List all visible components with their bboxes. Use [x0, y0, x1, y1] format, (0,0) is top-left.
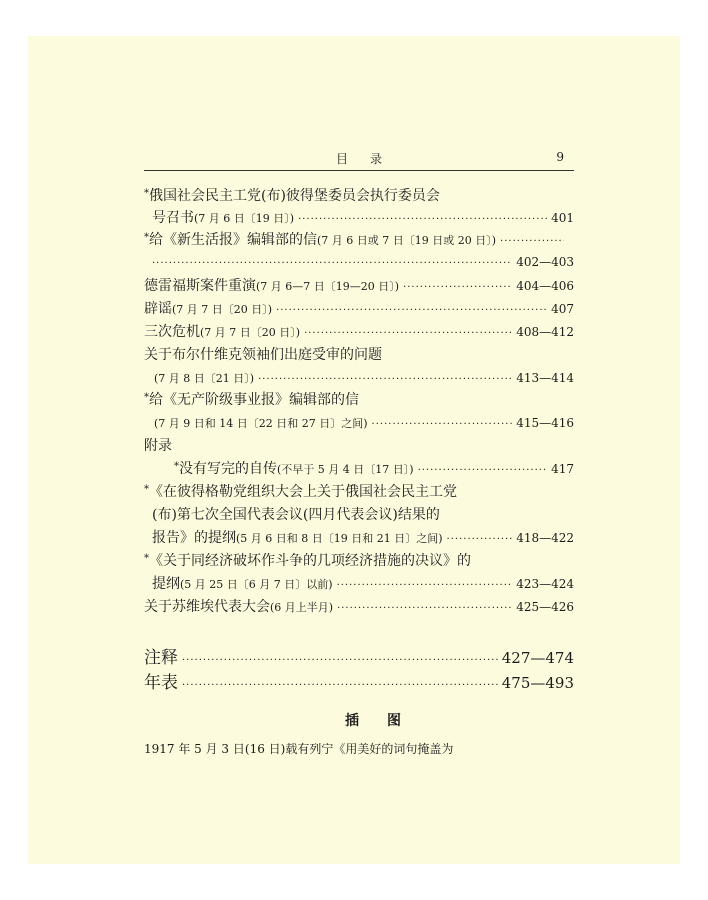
entry-title: 附录 [144, 438, 172, 454]
entry-date: (不早于 5 月 4 日〔17 日〕) [277, 463, 414, 476]
entry-date: (7 月 9 日和 14 日〔22 日和 27 日〕之间) [154, 417, 368, 430]
leader-dots [372, 415, 513, 435]
asterisk-mark: * [144, 553, 149, 564]
toc-entry [144, 459, 574, 479]
entry-title: 报告》的提纲 [152, 530, 236, 546]
toc-chronology-entry [144, 671, 574, 695]
toc-entry [144, 322, 574, 342]
toc-entry [144, 551, 574, 571]
entry-title: 辟谣 [144, 301, 172, 317]
leader-dots [304, 324, 512, 344]
entry-title: 《在彼得格勒党组织大会上关于俄国社会民主工党 [149, 484, 457, 500]
entry-title: (布)第七次全国代表会议(四月代表会议)结果的 [152, 507, 440, 523]
entry-date: (7 月 6 日或 7 日〔19 日或 20 日〕) [317, 234, 497, 247]
entry-title: 关于苏维埃代表大会 [144, 599, 270, 615]
leader-dots [500, 232, 564, 252]
illustrations-heading: 插图 [345, 713, 429, 729]
entry-date: (5 月 6 日和 8 日〔19 日和 21 日〕之间) [236, 532, 443, 545]
entry-date: (7 月 8 日〔21 日〕) [154, 372, 255, 385]
entry-page: 401 [551, 211, 574, 225]
entry-page: 418—422 [516, 531, 574, 545]
entry-date: (7 月 6 日〔19 日〕) [194, 212, 295, 225]
entry-page: 404—406 [516, 279, 574, 293]
toc-entry [144, 368, 574, 388]
entry-page: 408—412 [516, 325, 574, 339]
entry-date: (7 月 7 日〔20 日〕) [200, 326, 301, 339]
toc-entry [144, 413, 574, 433]
toc-entry [144, 252, 574, 272]
toc-entry [144, 230, 568, 250]
leader-dots [337, 599, 512, 619]
toc-entry [144, 345, 574, 365]
leader-dots [298, 210, 547, 230]
toc-entry [144, 436, 574, 456]
asterisk-mark: * [144, 188, 149, 199]
leader-dots [447, 530, 513, 550]
toc-entry [144, 574, 574, 594]
leader-dots [152, 254, 512, 274]
entry-date: (5 月 25 日〔6 月 7 日〕以前) [180, 578, 333, 591]
entry-title: 关于布尔什维克领袖们出庭受审的问题 [144, 347, 382, 363]
asterisk-mark: * [144, 232, 149, 243]
entry-title: 给《无产阶级事业报》编辑部的信 [149, 392, 359, 408]
entry-title: 号召书 [152, 210, 194, 226]
leader-dots [418, 461, 548, 481]
running-header [144, 150, 574, 171]
chronology-label: 年表 [144, 673, 178, 693]
entry-title: 俄国社会民主工党(布)彼得堡委员会执行委员会 [149, 188, 440, 204]
asterisk-mark: * [144, 392, 149, 403]
toc-entry [144, 505, 574, 525]
entry-title: 没有写完的自传 [179, 461, 277, 477]
header-page-number: 9 [556, 150, 564, 164]
asterisk-mark: * [174, 461, 179, 472]
entry-title: 三次危机 [144, 324, 200, 340]
illustration-entry: 1917 年 5 月 3 日(16 日)载有列宁《用美好的词句掩盖为 [144, 742, 454, 756]
entry-page: 402—403 [516, 255, 574, 269]
leader-dots [403, 278, 512, 298]
entry-title: 提纲 [152, 576, 180, 592]
entry-date: (6 月上半月) [270, 601, 334, 614]
toc-entry [144, 482, 574, 502]
entry-page: 417 [551, 462, 574, 476]
toc-entry [144, 597, 574, 617]
leader-dots [182, 649, 498, 673]
entry-page: 425—426 [516, 600, 574, 614]
asterisk-mark: * [144, 484, 149, 495]
chronology-page: 475—493 [501, 674, 574, 692]
leader-dots [276, 301, 547, 321]
leader-dots [258, 370, 512, 390]
entry-date: (7 月 7 日〔20 日〕) [172, 303, 273, 316]
entry-page: 423—424 [516, 577, 574, 591]
toc-entry [144, 528, 574, 548]
toc-entry [144, 390, 574, 410]
header-title: 目录 [335, 152, 404, 166]
toc-entry [144, 186, 574, 206]
notes-label: 注释 [144, 648, 178, 668]
entry-page: 407 [551, 302, 574, 316]
entry-title: 《关于同经济破坏作斗争的几项经济措施的决议》的 [149, 553, 471, 569]
entry-date: (7 月 6—7 日〔19—20 日〕) [256, 280, 400, 293]
notes-page: 427—474 [501, 649, 574, 667]
leader-dots [337, 576, 513, 596]
leader-dots [182, 674, 498, 698]
entry-page: 413—414 [516, 371, 574, 385]
toc-entry [144, 299, 574, 319]
entry-title: 给《新生活报》编辑部的信 [149, 232, 317, 248]
toc-notes-entry [144, 646, 574, 670]
toc-entry [144, 276, 574, 296]
entry-title: 德雷福斯案件重演 [144, 278, 256, 294]
entry-page: 415—416 [516, 416, 574, 430]
toc-entry [144, 208, 574, 228]
